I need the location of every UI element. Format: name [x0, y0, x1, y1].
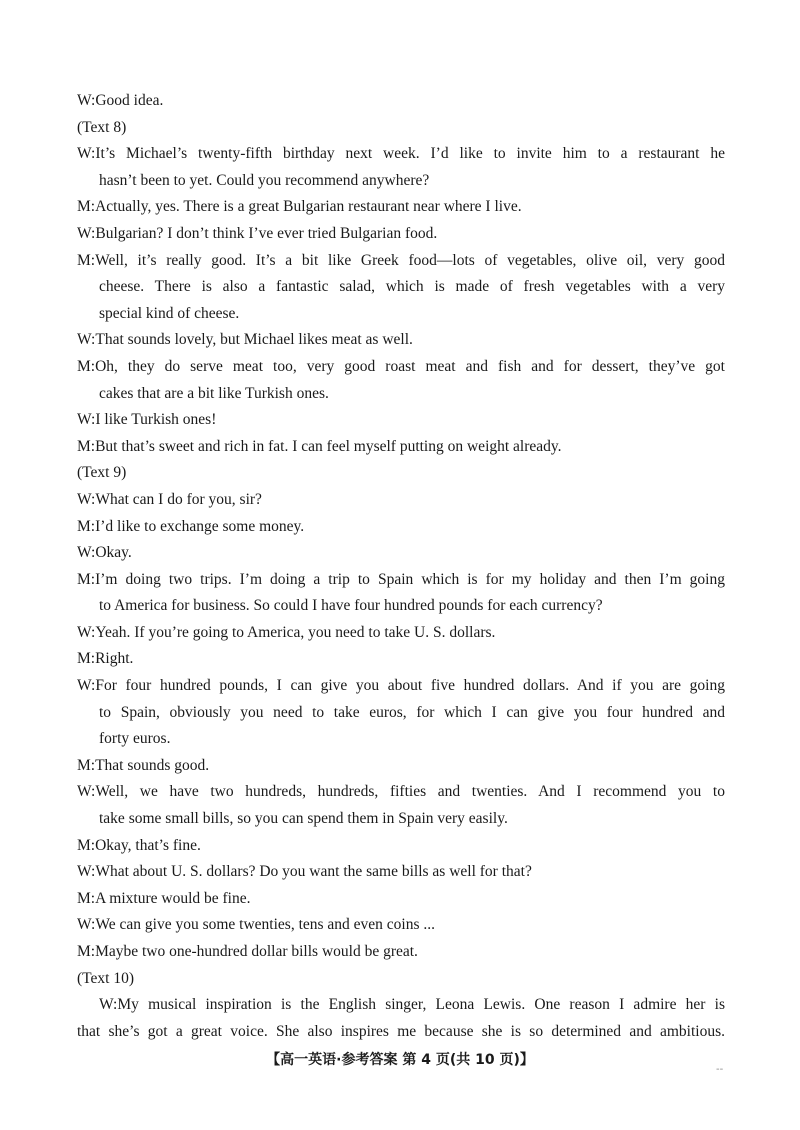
transcript-line: cakes that are a bit like Turkish ones.: [99, 384, 329, 402]
transcript-line: W:Bulgarian? I don’t think I’ve ever tried Bulgarian food.: [77, 224, 438, 242]
transcript-line: (Text 8): [77, 118, 127, 136]
transcript-line: W:What about U. S. dollars? Do you want the same bills as well for that?: [77, 863, 532, 881]
transcript-line: M:Well, it’s really good. It’s a bit like Greek food—lots of vegetables, olive oil, very good: [77, 251, 725, 269]
transcript-body: [77, 88, 725, 1045]
transcript-line: W:My musical inspiration is the English singer, Leona Lewis. One reason I admire her is: [99, 996, 725, 1014]
transcript-line: W:That sounds lovely, but Michael likes meat as well.: [77, 331, 413, 349]
transcript-line: M:That sounds good.: [77, 756, 210, 774]
transcript-line: M:But that’s sweet and rich in fat. I can feel myself putting on weight already.: [77, 437, 562, 455]
transcript-line: W:Good idea.: [77, 92, 164, 109]
transcript-line: (Text 9): [77, 464, 127, 482]
page-footer: 【高一英语·参考答案 第 4 页(共 10 页)】: [266, 1052, 534, 1068]
transcript-line: W:For four hundred pounds, I can give you about five hundred dollars. And if you are going: [77, 677, 725, 695]
transcript-line: W:Well, we have two hundreds, hundreds, fifties and twenties. And I recommend you to: [77, 783, 725, 801]
transcript-line: M:Right.: [77, 650, 134, 668]
transcript-line: to Spain, obviously you need to take euros, for which I can give you four hundred and: [99, 703, 725, 721]
transcript-line: that she’s got a great voice. She also inspires me because she is so determined and ambitious.: [77, 1022, 725, 1040]
transcript-line: M:I’d like to exchange some money.: [77, 517, 305, 535]
transcript-line: M:I’m doing two trips. I’m doing a trip to Spain which is for my holiday and then I’m going: [77, 570, 725, 588]
transcript-line: forty euros.: [99, 730, 171, 748]
transcript-line: hasn’t been to yet. Could you recommend anywhere?: [99, 171, 430, 189]
transcript-line: W:I like Turkish ones!: [77, 411, 217, 429]
transcript-line: W:Yeah. If you’re going to America, you need to take U. S. dollars.: [77, 623, 496, 641]
transcript-line: M:A mixture would be fine.: [77, 889, 251, 907]
transcript-line: W:We can give you some twenties, tens and even coins ...: [77, 916, 436, 934]
transcript-line: M:Actually, yes. There is a great Bulgarian restaurant near where I live.: [77, 198, 522, 216]
transcript-line: special kind of cheese.: [99, 304, 240, 322]
transcript-line: M:Okay, that’s fine.: [77, 836, 201, 854]
transcript-line: W:Okay.: [77, 544, 132, 562]
transcript-line: to America for business. So could I have four hundred pounds for each currency?: [99, 597, 603, 615]
transcript-line: M:Maybe two one-hundred dollar bills would be great.: [77, 943, 418, 960]
transcript-line: cheese. There is also a fantastic salad, which is made of fresh vegetables with a very: [99, 278, 725, 296]
transcript-line: W:It’s Michael’s twenty-fifth birthday next week. I’d like to invite him to a restaurant he: [77, 145, 725, 163]
corner-mark: --: [716, 1064, 724, 1075]
transcript-line: W:What can I do for you, sir?: [77, 490, 262, 508]
transcript-line: M:Oh, they do serve meat too, very good roast meat and fish and for dessert, they’ve got: [77, 357, 725, 375]
transcript-line: take some small bills, so you can spend them in Spain very easily.: [99, 810, 508, 828]
transcript-line: (Text 10): [77, 969, 135, 987]
